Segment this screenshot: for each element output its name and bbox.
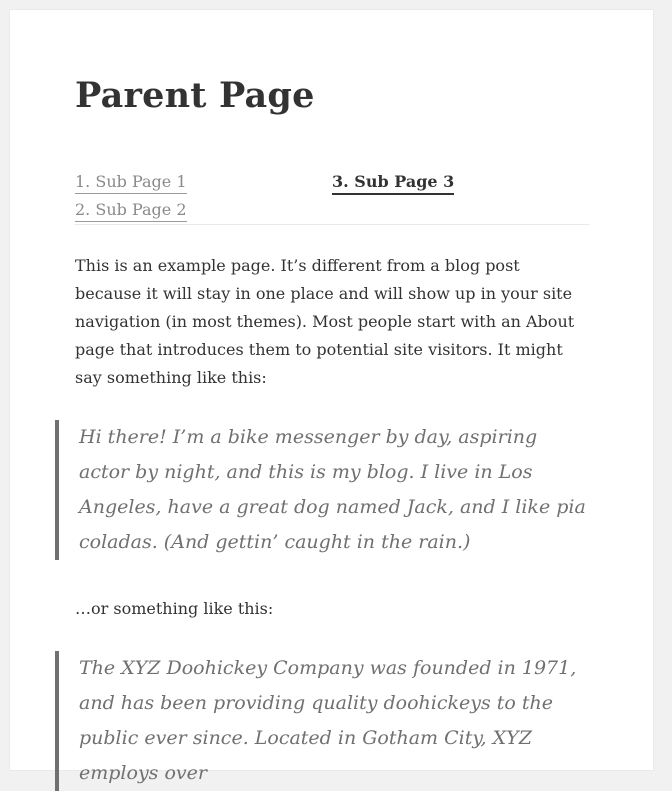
blockquote-bio: Hi there! I’m a bike messenger by day, aspiring actor by night, and this is my blog. I live in Los Angeles, have a great dog named Jack, and I like pia coladas. (And gettin’ caught in the rain.): [55, 420, 593, 560]
page-card: [10, 10, 653, 784]
blockquote-company: The XYZ Doohickey Company was founded in 1971, and has been providing quality doohickeys to the public ever since. Located in Gotham City, XYZ employs over: [55, 651, 593, 791]
subpage-link-3-current[interactable]: 3. Sub Page 3: [332, 171, 454, 195]
subpage-nav: [75, 160, 589, 225]
subpage-link-1[interactable]: 1. Sub Page 1: [75, 171, 187, 194]
middle-paragraph: …or something like this:: [75, 599, 274, 618]
intro-paragraph: This is an example page. It’s different from a blog post because it will stay in one place and will show up in your site navigation (in most themes). Most people start with an About page that introduces them to potential site visitors. It might say something like this:: [75, 256, 575, 387]
subpage-link-2[interactable]: 2. Sub Page 2: [75, 199, 187, 222]
page-title: Parent Page: [75, 75, 315, 116]
